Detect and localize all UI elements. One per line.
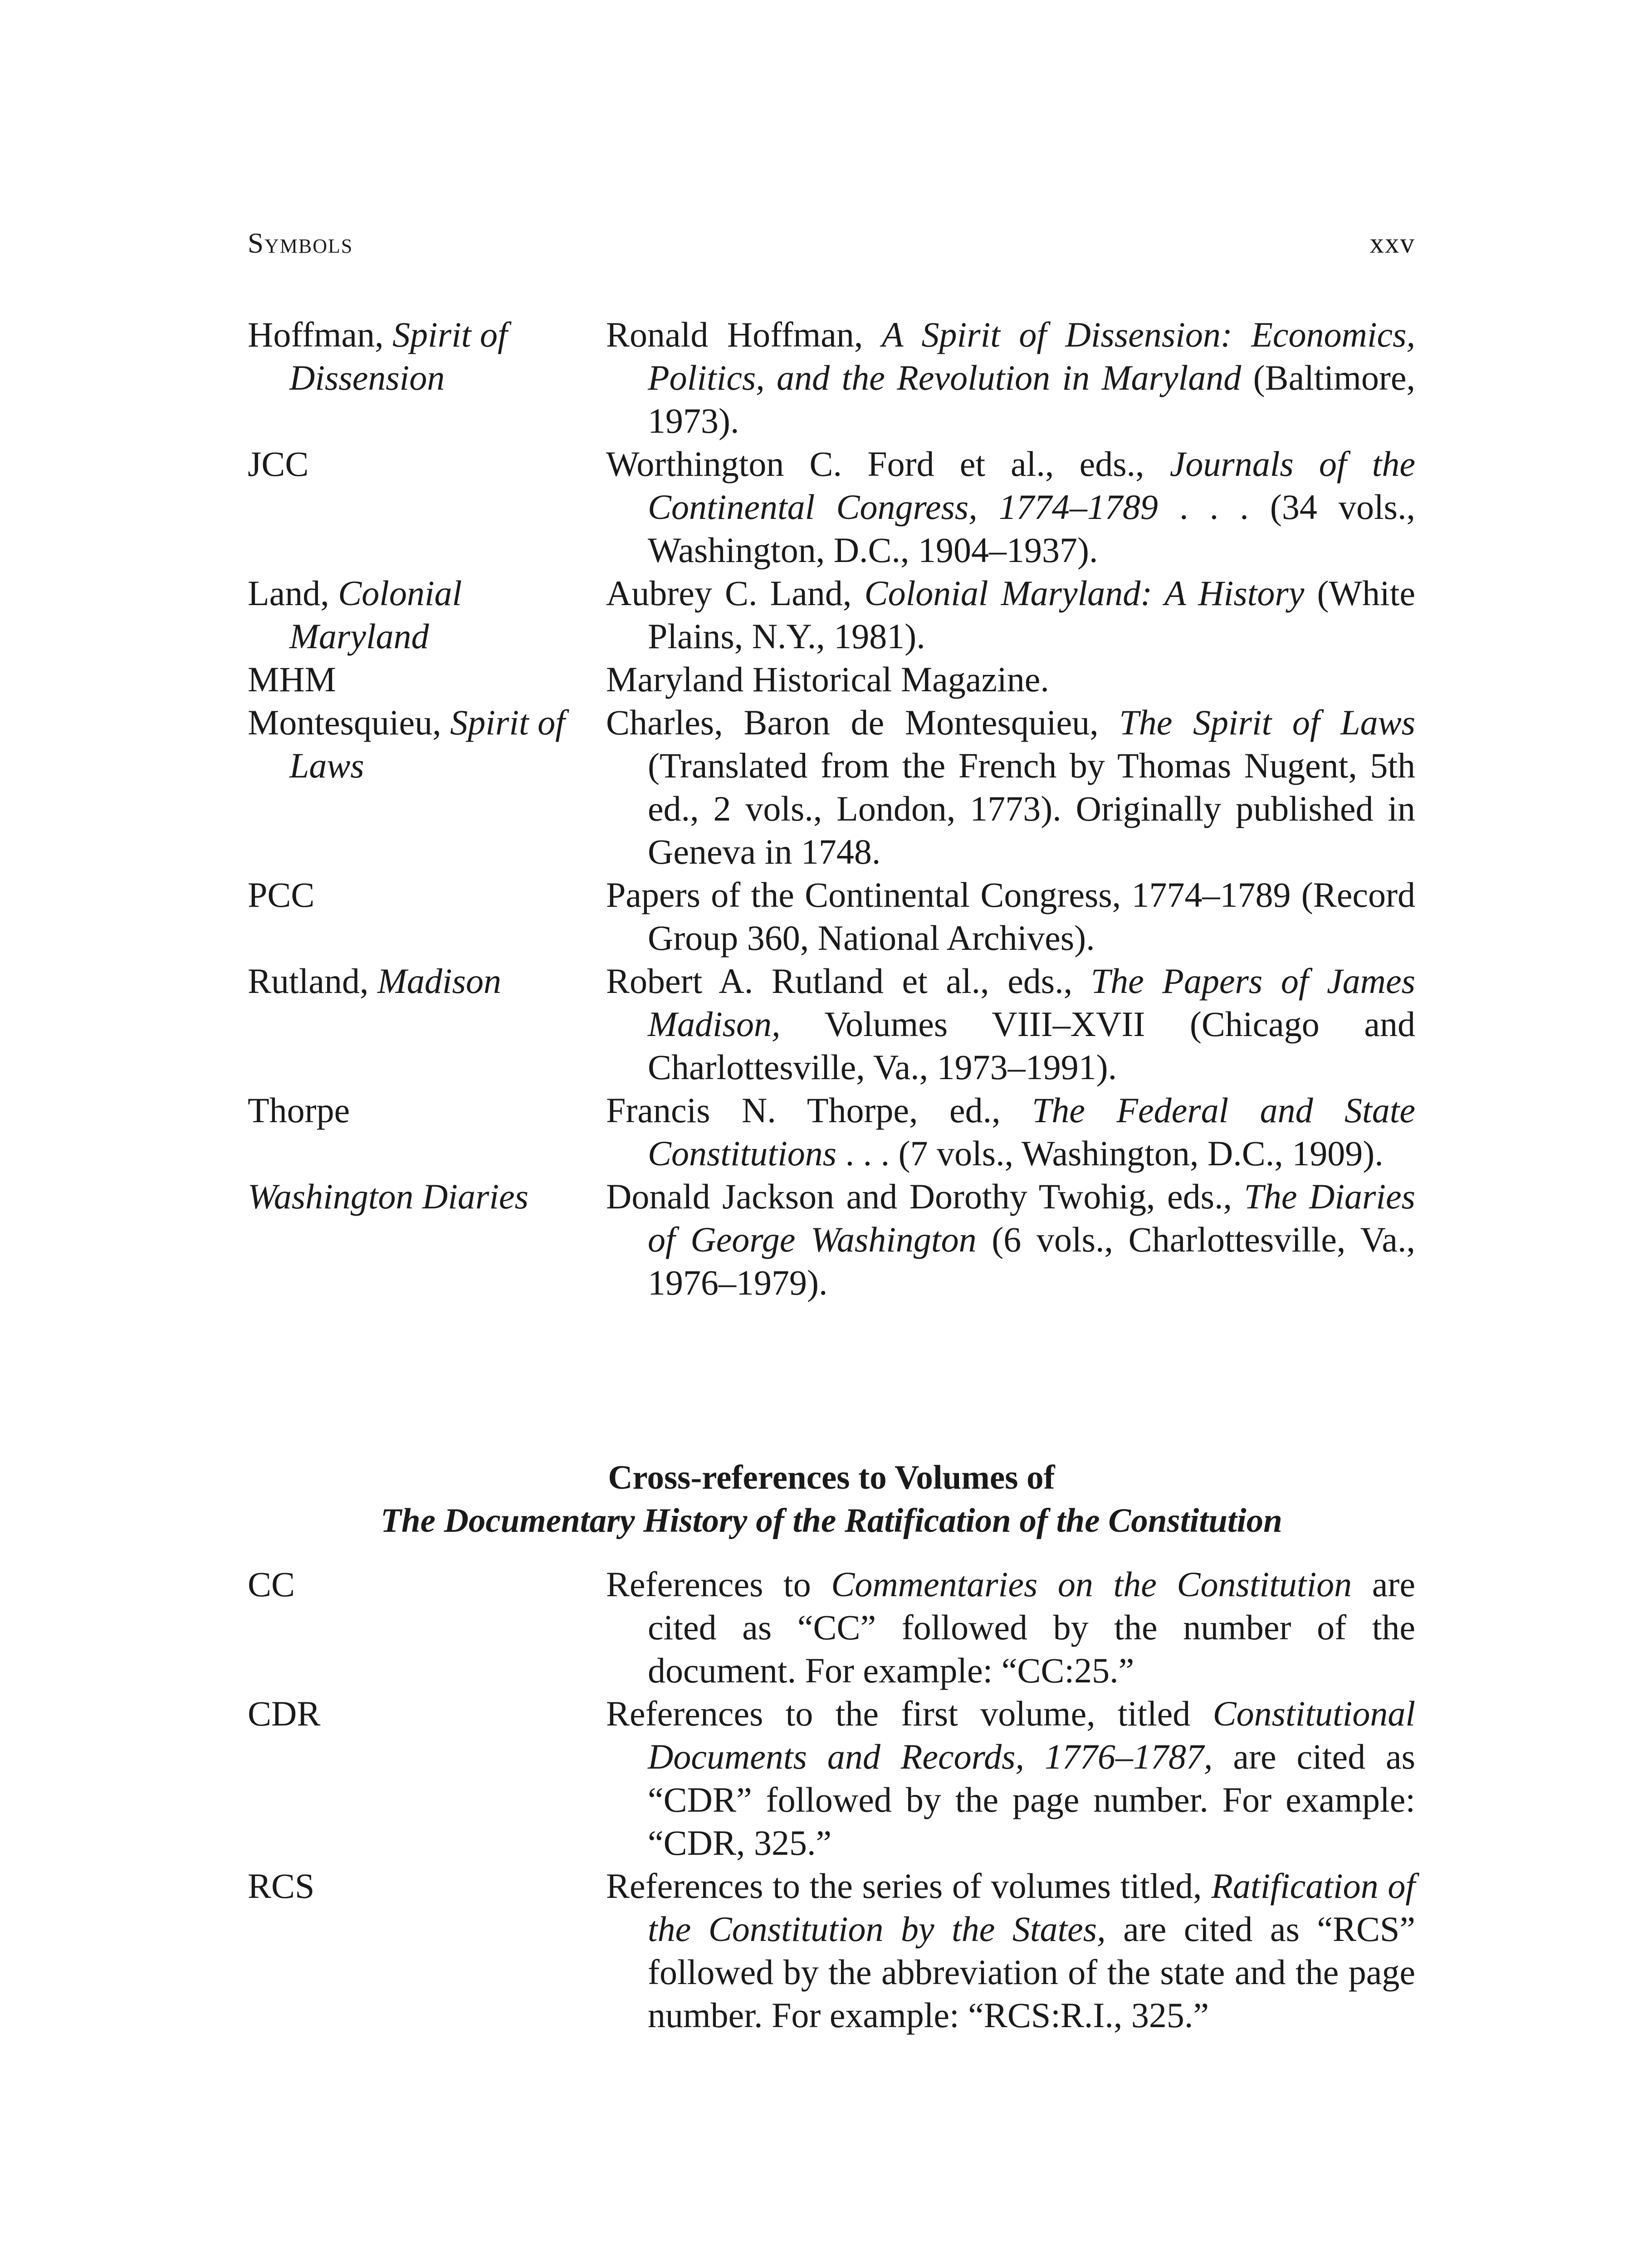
abbreviation-text: PCC [248, 875, 315, 914]
entry-abbreviation [248, 442, 606, 572]
citation-text: are cited as “CDR” followed by the page number. For example: “CDR, 325.” [648, 1737, 1415, 1862]
abbreviation-text: Montesquieu, [248, 703, 450, 742]
entry-citation [606, 1864, 1415, 2037]
entry-abbreviation [248, 1563, 606, 1692]
cross-reference-entry [248, 1563, 1415, 1692]
symbol-entry [248, 873, 1415, 959]
citation-text: Constitutional Documents and Records, 1776–1787, [648, 1694, 1415, 1776]
entry-citation [606, 658, 1415, 701]
citation-text: Ratification of the Constitution by the States, [648, 1866, 1415, 1949]
entry-citation [606, 1089, 1415, 1175]
symbol-entry [248, 658, 1415, 701]
citation-text: Ronald Hoffman, [606, 315, 882, 354]
cross-references-heading [248, 1456, 1415, 1542]
page-number: xxv [1369, 227, 1415, 259]
abbreviation-text: Colonial Maryland [289, 573, 462, 656]
citation-text: are cited as “RCS” followed by the abbreviation of the state and the page number. For example: “RCS:R.I., 325.” [648, 1909, 1415, 2035]
entry-citation [606, 1563, 1415, 1692]
citation-text: Charles, Baron de Montesquieu, [606, 703, 1120, 742]
citation-text: References to [606, 1564, 831, 1604]
cross-references-heading-line2: The Documentary History of the Ratification of the Constitution [381, 1502, 1282, 1540]
citation-text: . . . (34 vols., Washington, D.C., 1904–1937). [648, 487, 1415, 570]
citation-text: Papers of the Continental Congress, 1774–1789 (Record Group 360, National Archives). [606, 875, 1415, 958]
symbol-entry [248, 701, 1415, 873]
abbreviation-text: Spirit of Dissension [289, 315, 508, 397]
citation-text: are cited as “CC” followed by the number of the document. For example: “CC:25.” [648, 1564, 1415, 1690]
entry-citation [606, 313, 1415, 442]
symbols-list [248, 313, 1415, 1304]
citation-text: The Federal and State Constitutions [648, 1090, 1416, 1173]
abbreviation-text: Spirit of Laws [289, 703, 565, 785]
citation-text: References to the first volume, titled [606, 1694, 1213, 1733]
symbol-entry [248, 313, 1415, 442]
running-head-section: Symbols [248, 227, 353, 259]
entry-abbreviation [248, 1692, 606, 1864]
entry-abbreviation [248, 1864, 606, 2037]
citation-text: Volumes VIII–XVII (Chicago and Charlottesville, Va., 1973–1991). [648, 1004, 1415, 1087]
symbol-entry [248, 1089, 1415, 1175]
entry-abbreviation [248, 658, 606, 701]
entry-abbreviation [248, 1175, 606, 1304]
entry-abbreviation [248, 959, 606, 1089]
entry-citation [606, 1175, 1415, 1304]
citation-text: The Diaries of George Washington [648, 1177, 1415, 1259]
cross-references-list [248, 1563, 1415, 2037]
citation-text: References to the series of volumes titled, [606, 1866, 1212, 1906]
citation-text: Robert A. Rutland et al., eds., [606, 961, 1091, 1001]
abbreviation-text: RCS [248, 1866, 315, 1906]
abbreviation-text: Washington Diaries [248, 1177, 529, 1216]
symbol-entry [248, 1175, 1415, 1304]
abbreviation-text: Hoffman, [248, 315, 393, 354]
abbreviation-text: Thorpe [248, 1090, 350, 1130]
citation-text: The Papers of James Madison, [648, 961, 1415, 1044]
citation-text: (Translated from the French by Thomas Nugent, 5th ed., 2 vols., London, 1773). Originally published in Geneva in 1748. [648, 746, 1415, 871]
citation-text: The Spirit of Laws [1119, 703, 1415, 742]
symbol-entry [248, 572, 1415, 658]
entry-citation [606, 1692, 1415, 1864]
citation-text: A Spirit of Dissension: Economics, Politics, and the Revolution in Maryland [648, 315, 1415, 397]
entry-citation [606, 959, 1415, 1089]
citation-text: Worthington C. Ford et al., eds., [606, 444, 1170, 484]
citation-text: Colonial Maryland: A History [864, 573, 1305, 613]
entry-citation [606, 442, 1415, 572]
citation-text: Maryland Historical Magazine. [606, 660, 1049, 699]
citation-text: Aubrey C. Land, [606, 573, 865, 613]
entry-citation [606, 701, 1415, 873]
abbreviation-text: JCC [248, 444, 309, 484]
abbreviation-text: CDR [248, 1694, 321, 1733]
abbreviation-text: CC [248, 1564, 295, 1604]
citation-text: . . . (7 vols., Washington, D.C., 1909). [836, 1134, 1384, 1173]
citation-text: Journals of the Continental Congress, 1774–1789 [648, 444, 1415, 527]
running-head [248, 227, 1415, 268]
symbol-entry [248, 442, 1415, 572]
abbreviation-text: Land, [248, 573, 338, 613]
citation-text: Francis N. Thorpe, ed., [606, 1090, 1032, 1130]
abbreviation-text: Rutland, [248, 961, 377, 1001]
citation-text: (6 vols., Charlottesville, Va., 1976–1979). [648, 1220, 1415, 1302]
citation-text: Donald Jackson and Dorothy Twohig, eds., [606, 1177, 1244, 1216]
citation-text: Commentaries on the Constitution [831, 1564, 1352, 1604]
entry-abbreviation [248, 873, 606, 959]
citation-text: (White Plains, N.Y., 1981). [648, 573, 1416, 656]
entry-abbreviation [248, 572, 606, 658]
cross-references-heading-line1: Cross-references to Volumes of [608, 1459, 1055, 1496]
entry-abbreviation [248, 701, 606, 873]
abbreviation-text: MHM [248, 660, 337, 699]
cross-reference-entry [248, 1864, 1415, 2037]
entry-citation [606, 873, 1415, 959]
abbreviation-text: Madison [377, 961, 501, 1001]
entry-abbreviation [248, 313, 606, 442]
symbol-entry [248, 959, 1415, 1089]
entry-abbreviation [248, 1089, 606, 1175]
entry-citation [606, 572, 1415, 658]
citation-text: (Baltimore, 1973). [648, 358, 1415, 440]
cross-reference-entry [248, 1692, 1415, 1864]
